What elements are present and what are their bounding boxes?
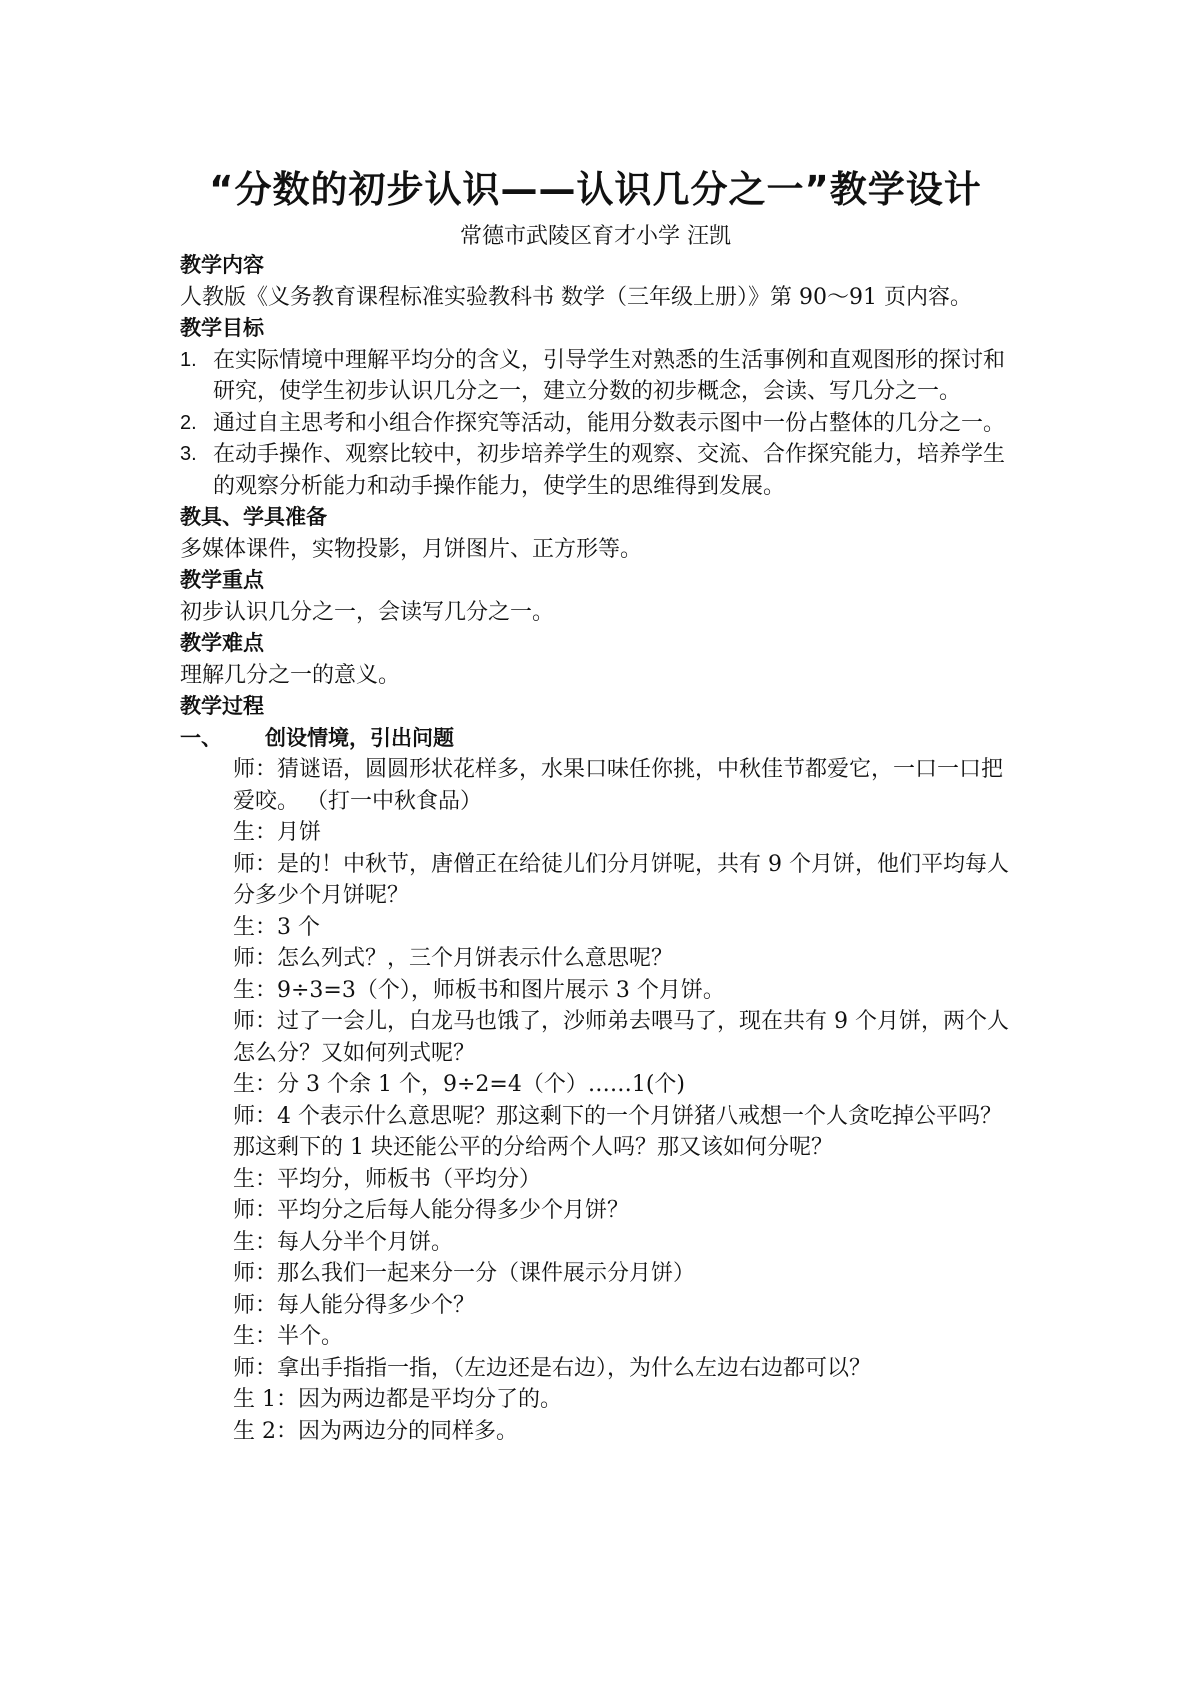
goal-text: 通过自主思考和小组合作探究等活动，能用分数表示图中一份占整体的几分之一。	[213, 410, 1006, 436]
heading-goals: 教学目标	[180, 316, 264, 340]
goal-number: 2.	[180, 411, 197, 434]
tools-text: 多媒体课件，实物投影，月饼图片、正方形等。	[180, 536, 643, 562]
dialogue-line: 师：那么我们一起来分一分（课件展示分月饼）	[233, 1261, 696, 1286]
heading-process: 教学过程	[180, 694, 264, 718]
goal-text: 在动手操作、观察比较中，初步培养学生的观察、交流、合作探究能力，培养学生的观察分析能力和动手操作能力，使学生的思维得到发展。	[213, 442, 1006, 499]
heading-key-point: 教学重点	[180, 568, 264, 592]
dialogue-line: 师：是的！中秋节，唐僧正在给徒儿们分月饼呢，共有 9 个月饼，他们平均每人分多少个月饼呢？	[233, 851, 1009, 908]
goal-item	[180, 345, 1020, 408]
dialogue-line: 生：每人分半个月饼。	[233, 1229, 454, 1255]
heading-difficulty: 教学难点	[180, 631, 264, 655]
dialogue-line: 生 1：因为两边都是平均分了的。	[233, 1387, 562, 1412]
dialogue-line: 师：拿出手指指一指，（左边还是右边），为什么左边右边都可以？	[233, 1355, 872, 1381]
step-title: 创设情境，引出问题	[265, 725, 454, 750]
goal-number: 1.	[180, 348, 197, 371]
document-title: “分数的初步认识——认识几分之一”教学设计	[209, 168, 982, 211]
difficulty-text: 理解几分之一的意义。	[180, 662, 401, 688]
dialogue-line: 生：分 3 个余 1 个，9÷2=4（个）……1(个)	[233, 1072, 685, 1097]
heading-content: 教学内容	[180, 253, 264, 277]
goal-number: 3.	[180, 443, 197, 465]
step-number: 一、	[180, 725, 222, 750]
dialogue-line: 师：猜谜语，圆圆形状花样多，水果口味任你挑，中秋佳节都爱它，一口一口把爱咬。 （打一中秋食品）	[233, 757, 1004, 814]
author-line: 常德市武陵区育才小学 汪凯	[460, 224, 731, 249]
dialogue-line: 师：每人能分得多少个？	[233, 1292, 476, 1318]
dialogue-line: 师：怎么列式？，三个月饼表示什么意思呢？	[233, 946, 674, 971]
dialogue-line: 师：4 个表示什么意思呢？那这剩下的一个月饼猪八戒想一个人贪吃掉公平吗？那这剩下的 1 块还能公平的分给两个人吗？那又该如何分呢？	[233, 1103, 1002, 1160]
dialogue-line: 生：月饼	[233, 820, 322, 845]
goal-item	[180, 439, 1020, 502]
goal-item	[180, 408, 1020, 440]
dialogue-line: 师：平均分之后每人能分得多少个月饼？	[233, 1198, 630, 1223]
content-text: 人教版《义务教育课程标准实验教科书 数学（三年级上册）》第 90～91 页内容。	[180, 284, 972, 310]
dialogue-line: 师：过了一会儿，白龙马也饿了，沙师弟去喂马了，现在共有 9 个月饼，两个人怎么分？又如何列式呢？	[233, 1009, 1009, 1066]
dialogue-line: 生：平均分，师板书（平均分）	[233, 1166, 542, 1192]
dialogue-line: 生 2：因为两边分的同样多。	[233, 1418, 518, 1444]
document-body	[180, 250, 1020, 1447]
dialogue-line: 生：3 个	[233, 914, 320, 940]
goal-text: 在实际情境中理解平均分的含义，引导学生对熟悉的生活事例和直观图形的探讨和研究，使学生初步认识几分之一，建立分数的初步概念，会读、写几分之一。	[213, 347, 1006, 404]
heading-tools: 教具、学具准备	[180, 505, 327, 529]
dialogue-line: 生：半个。	[233, 1324, 344, 1349]
step-heading	[180, 723, 1020, 755]
key-point-text: 初步认识几分之一，会读写几分之一。	[180, 599, 555, 625]
dialogue-line: 生：9÷3=3（个），师板书和图片展示 3 个月饼。	[233, 977, 725, 1003]
